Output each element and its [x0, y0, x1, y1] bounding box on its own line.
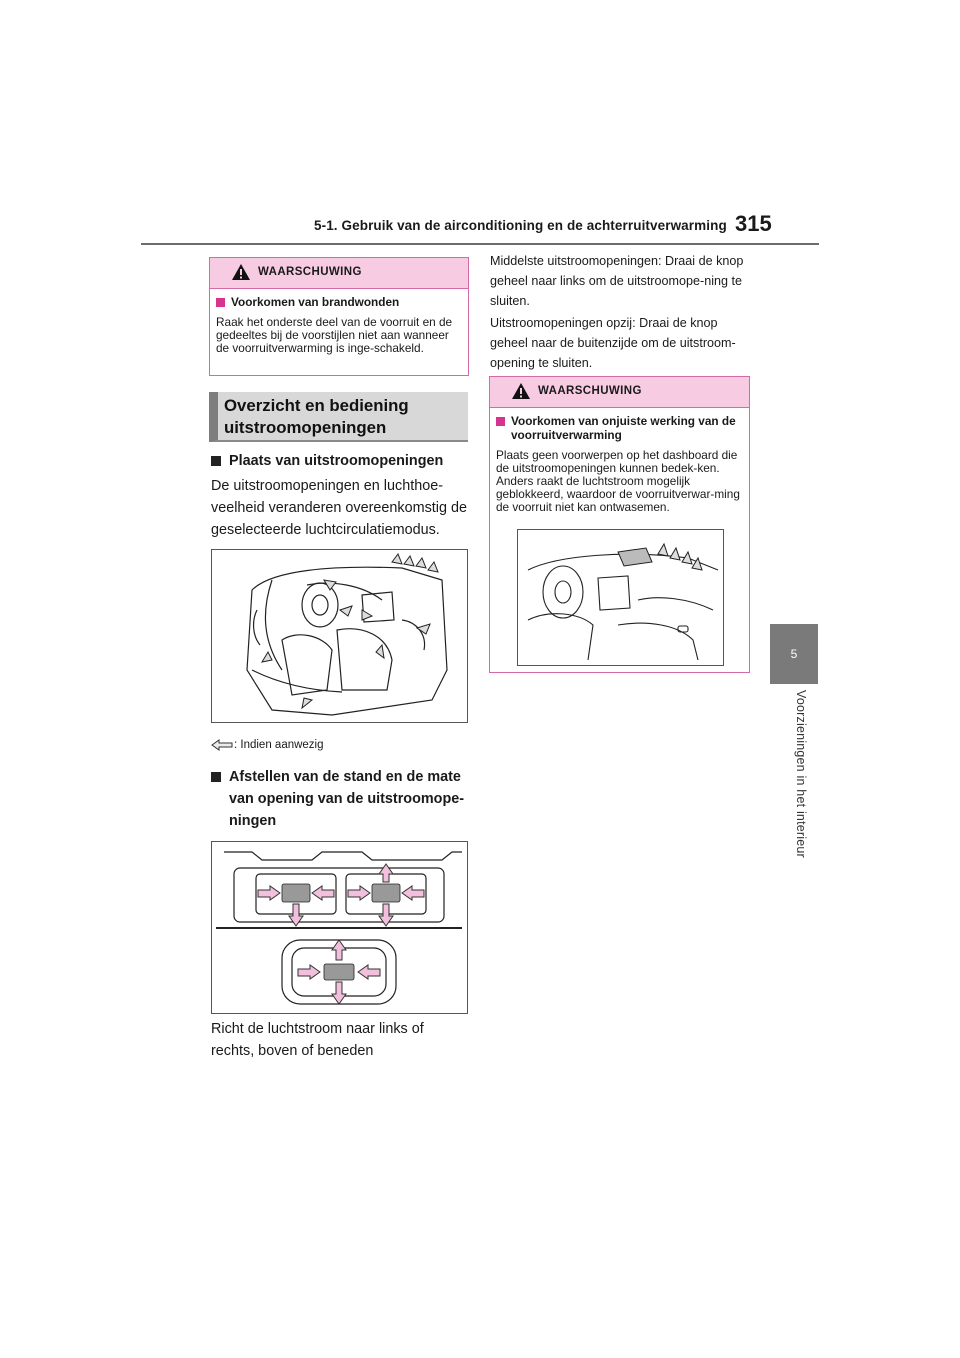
figure-blocked-vents	[517, 529, 724, 666]
center-vents-paragraph: Middelste uitstroomopeningen: Draai de knop geheel naar links om de uitstroomope-ning te sluiten.	[490, 254, 744, 308]
warning-body: Plaats geen voorwerpen op het dashboard die de uitstroomopeningen kunnen bedek-ken. Anders raakt de luchtstroom mogelijk geblokkeerd, waardoor de voorruitverwar-ming de voorruit niet kan ontwasemen.	[496, 448, 740, 514]
subheading-adjust	[209, 766, 471, 832]
blocked-vents-illustration	[518, 530, 723, 665]
subheading-adjust-text: Afstellen van de stand en de mate van opening van de uitstroomope-ningen	[229, 769, 465, 829]
warning-box-burns	[209, 257, 469, 376]
subheading-locations	[209, 450, 471, 472]
warning-box-defroster	[489, 376, 750, 673]
adjust-paragraph: Richt de luchtstroom naar links of rechts, boven of beneden	[211, 1021, 424, 1059]
figure-legend	[211, 739, 324, 751]
warning-label: WAARSCHUWING	[538, 385, 642, 397]
header-divider	[141, 243, 819, 245]
warning-subtitle	[216, 295, 462, 309]
section-heading-line2: uitstroomopeningen	[224, 418, 387, 437]
warning-header	[490, 377, 749, 408]
arrow-icon	[211, 739, 233, 751]
locations-paragraph: De uitstroomopeningen en luchthoe-veelheid veranderen overeenkomstig de geselecteerde luchtcirculatiemodus.	[211, 478, 467, 538]
warning-subtitle	[496, 414, 743, 442]
warning-subtitle-text: Voorkomen van onjuiste werking van de voorruitverwarming	[511, 414, 736, 442]
figure-legend-text: : Indien aanwezig	[234, 739, 324, 751]
warning-triangle-icon	[511, 382, 531, 400]
interior-illustration	[212, 550, 467, 722]
chapter-tab: 5	[770, 624, 818, 684]
warning-subtitle-text: Voorkomen van brandwonden	[231, 295, 400, 309]
section-heading-line1: Overzicht en bediening	[224, 396, 409, 415]
section-header-title: 5-1. Gebruik van de airconditioning en de achterruitverwarming	[314, 218, 727, 233]
warning-triangle-icon	[231, 263, 251, 281]
vent-adjustment-illustration	[212, 842, 467, 1013]
section-heading	[209, 392, 468, 442]
page-number: 315	[735, 211, 772, 236]
bullet-square-icon	[211, 772, 221, 782]
figure-vent-adjustment	[211, 841, 468, 1014]
figure-interior-vents	[211, 549, 468, 723]
side-vents-paragraph: Uitstroomopeningen opzij: Draai de knop geheel naar de buitenzijde om de uitstroom-opening te sluiten.	[490, 316, 736, 370]
warning-header	[210, 258, 468, 289]
chapter-side-label: Voorzieningen in het interieur	[794, 690, 808, 858]
subheading-locations-text: Plaats van uitstroomopeningen	[229, 453, 444, 469]
bullet-square-icon	[496, 417, 505, 426]
warning-body: Raak het onderste deel van de voorruit en de gedeeltes bij de voorstijlen niet aan wanneer de voorruitverwarming is inge-schakeld.	[216, 315, 453, 355]
warning-label: WAARSCHUWING	[258, 266, 362, 278]
bullet-square-icon	[211, 456, 221, 466]
bullet-square-icon	[216, 298, 225, 307]
